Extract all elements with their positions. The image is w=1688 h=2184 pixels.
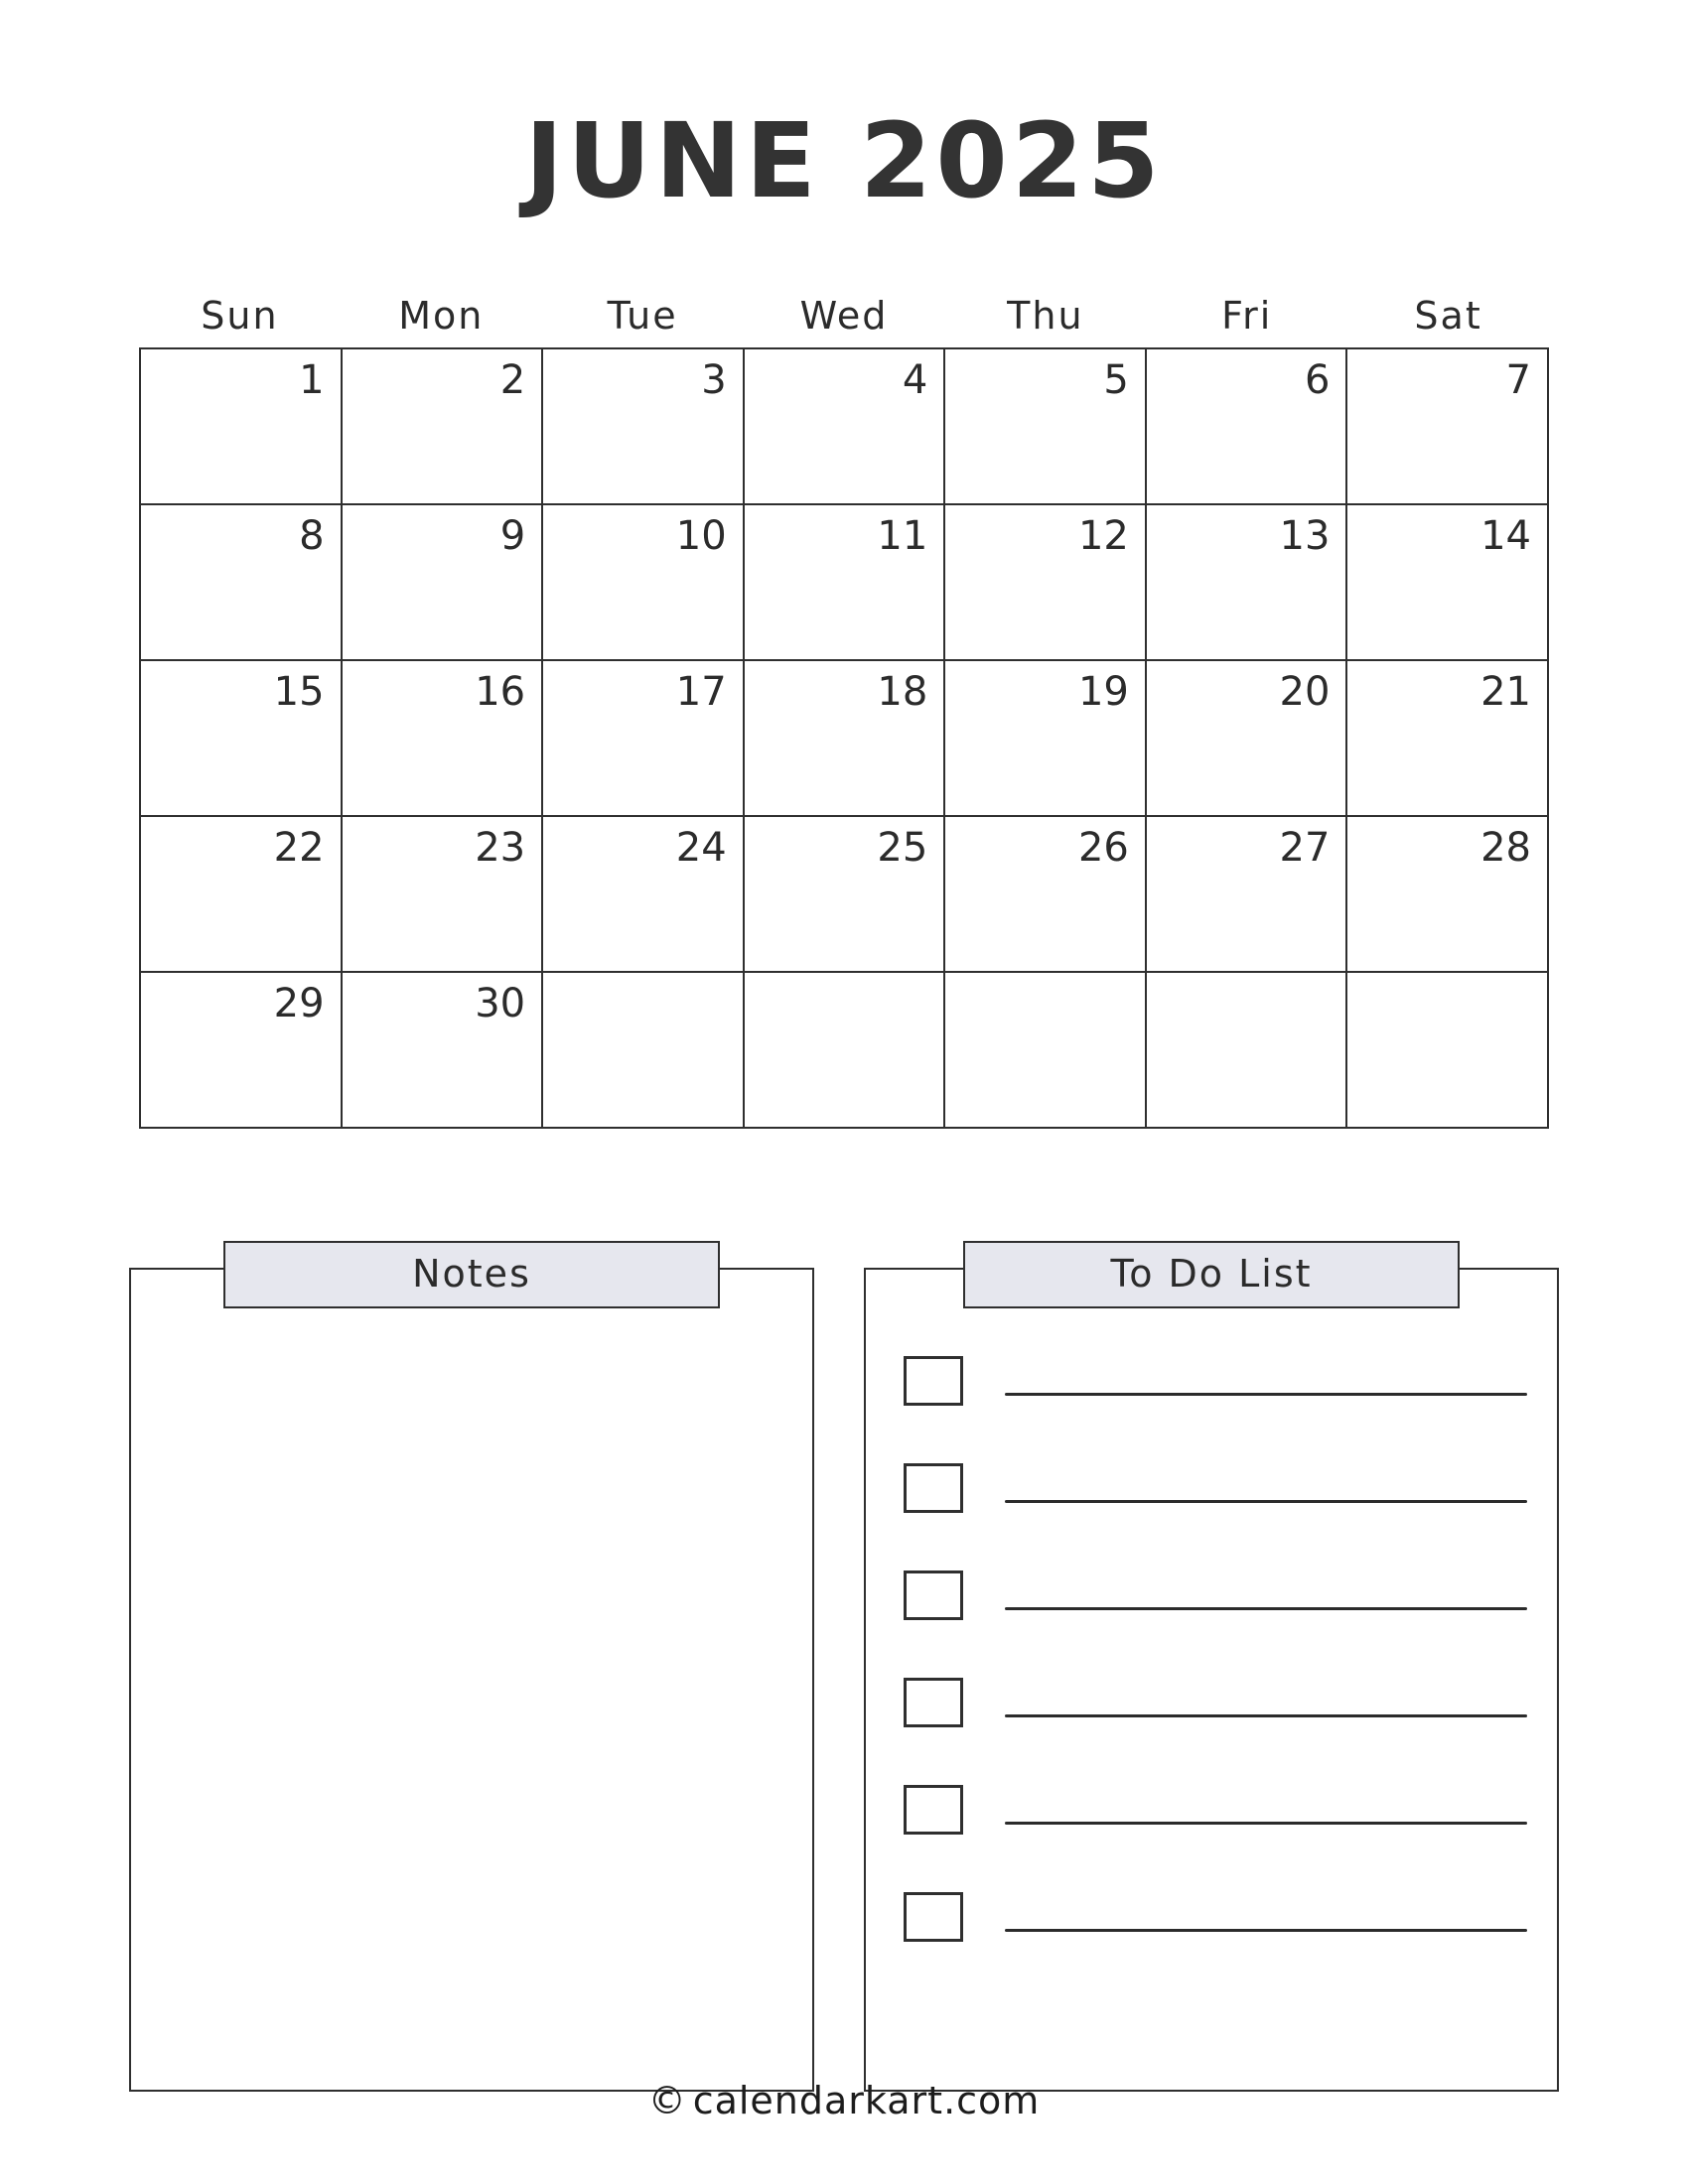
monthly-calendar	[139, 294, 1549, 1129]
page-title: JUNE 2025	[524, 100, 1164, 221]
checkbox-icon[interactable]	[904, 1463, 963, 1513]
day-cell[interactable]	[945, 661, 1147, 817]
footer-text: calendarkart.com	[692, 2079, 1041, 2122]
day-number: 6	[1304, 357, 1331, 403]
todo-item[interactable]	[896, 1434, 1527, 1542]
day-number: 23	[475, 825, 526, 871]
day-number: 28	[1480, 825, 1531, 871]
day-number: 12	[1077, 513, 1129, 559]
todo-line[interactable]	[1005, 1393, 1527, 1396]
day-number: 10	[675, 513, 727, 559]
todo-title: To Do List	[963, 1241, 1460, 1308]
todo-list	[864, 1268, 1559, 2092]
day-cell[interactable]	[1347, 817, 1549, 973]
day-cell[interactable]	[141, 973, 343, 1129]
bottom-panels	[129, 1241, 1559, 2092]
day-number: 22	[273, 825, 325, 871]
todo-item[interactable]	[896, 1542, 1527, 1649]
day-cell[interactable]	[745, 661, 946, 817]
day-number: 18	[877, 669, 928, 715]
weekday-mon: Mon	[398, 294, 485, 338]
day-number: 15	[273, 669, 325, 715]
weekday-header-row	[139, 294, 1549, 338]
day-number: 20	[1279, 669, 1331, 715]
day-cell[interactable]	[543, 661, 745, 817]
todo-line[interactable]	[1005, 1607, 1527, 1610]
day-number: 16	[475, 669, 526, 715]
checkbox-icon[interactable]	[904, 1678, 963, 1727]
day-number: 13	[1279, 513, 1331, 559]
day-number: 3	[701, 357, 727, 403]
weekday-sat: Sat	[1414, 294, 1482, 338]
day-cell[interactable]	[543, 505, 745, 661]
day-cell[interactable]	[343, 661, 544, 817]
day-cell[interactable]	[1347, 349, 1549, 505]
day-cell[interactable]	[343, 349, 544, 505]
day-cell[interactable]	[745, 349, 946, 505]
weekday-fri: Fri	[1221, 294, 1273, 338]
todo-line[interactable]	[1005, 1929, 1527, 1932]
day-number: 11	[877, 513, 928, 559]
day-cell[interactable]	[1147, 817, 1348, 973]
day-number: 1	[299, 357, 325, 403]
day-cell-empty[interactable]	[1347, 973, 1549, 1129]
day-cell[interactable]	[141, 349, 343, 505]
day-number: 19	[1077, 669, 1129, 715]
todo-item[interactable]	[896, 1756, 1527, 1863]
calendar-grid	[139, 347, 1549, 1129]
day-cell[interactable]	[945, 817, 1147, 973]
day-number: 30	[475, 981, 526, 1026]
day-cell-empty[interactable]	[745, 973, 946, 1129]
checkbox-icon[interactable]	[904, 1570, 963, 1620]
day-cell[interactable]	[745, 817, 946, 973]
notes-title: Notes	[223, 1241, 720, 1308]
todo-item[interactable]	[896, 1327, 1527, 1434]
day-number: 2	[499, 357, 526, 403]
day-number: 7	[1505, 357, 1531, 403]
day-number: 26	[1077, 825, 1129, 871]
day-cell[interactable]	[1347, 505, 1549, 661]
todo-item[interactable]	[896, 1863, 1527, 1971]
checkbox-icon[interactable]	[904, 1785, 963, 1835]
day-number: 9	[499, 513, 526, 559]
day-cell[interactable]	[1147, 661, 1348, 817]
notes-writing-area[interactable]	[129, 1268, 814, 2092]
day-number: 5	[1103, 357, 1129, 403]
day-cell[interactable]	[141, 505, 343, 661]
day-number: 21	[1480, 669, 1531, 715]
day-number: 17	[675, 669, 727, 715]
day-cell[interactable]	[543, 817, 745, 973]
day-number: 14	[1480, 513, 1531, 559]
day-cell[interactable]	[343, 973, 544, 1129]
day-cell[interactable]	[141, 661, 343, 817]
weekday-thu: Thu	[1007, 294, 1084, 338]
day-cell[interactable]	[1147, 349, 1348, 505]
todo-item[interactable]	[896, 1649, 1527, 1756]
checkbox-icon[interactable]	[904, 1892, 963, 1942]
notes-panel	[129, 1241, 814, 2092]
weekday-wed: Wed	[799, 294, 889, 338]
day-cell[interactable]	[945, 349, 1147, 505]
todo-line[interactable]	[1005, 1822, 1527, 1825]
footer	[0, 2079, 1688, 2122]
day-number: 25	[877, 825, 928, 871]
day-cell[interactable]	[945, 505, 1147, 661]
day-cell-empty[interactable]	[1147, 973, 1348, 1129]
weekday-sun: Sun	[201, 294, 279, 338]
day-cell[interactable]	[343, 505, 544, 661]
day-cell[interactable]	[1147, 505, 1348, 661]
todo-line[interactable]	[1005, 1500, 1527, 1503]
day-cell[interactable]	[343, 817, 544, 973]
day-number: 4	[902, 357, 928, 403]
day-cell[interactable]	[1347, 661, 1549, 817]
day-cell[interactable]	[141, 817, 343, 973]
checkbox-icon[interactable]	[904, 1356, 963, 1406]
day-number: 8	[299, 513, 325, 559]
copyright-icon: ©	[647, 2079, 687, 2122]
day-cell[interactable]	[543, 349, 745, 505]
day-cell-empty[interactable]	[543, 973, 745, 1129]
day-cell[interactable]	[745, 505, 946, 661]
day-number: 24	[675, 825, 727, 871]
todo-line[interactable]	[1005, 1714, 1527, 1717]
day-number: 29	[273, 981, 325, 1026]
day-number: 27	[1279, 825, 1331, 871]
day-cell-empty[interactable]	[945, 973, 1147, 1129]
weekday-tue: Tue	[607, 294, 678, 338]
todo-panel	[864, 1241, 1559, 2092]
